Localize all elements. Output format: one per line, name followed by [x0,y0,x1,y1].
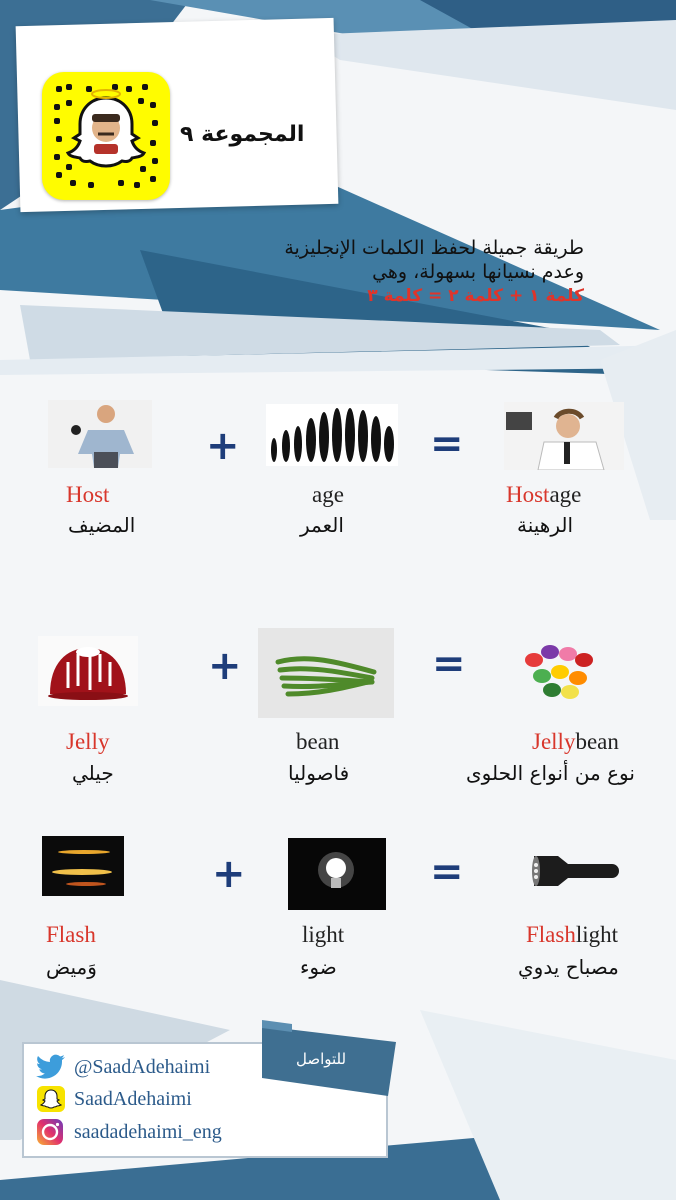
intro-line-1: طريقة جميلة لحفظ الكلمات الإنجليزية [284,237,584,259]
row3-word1-en: Flash [46,922,96,947]
hostage-image [504,402,624,470]
group-label: المجموعة ٩ [180,122,305,147]
row2-word2-ar: فاصوليا [288,761,350,785]
row2-word3-en: Jellybean [532,729,619,754]
twitter-handle: @SaadAdehaimi [74,1055,211,1078]
row1-word1-en: Host [66,482,110,507]
snapchat-icon [36,1086,66,1112]
snapchat-link[interactable] [36,1086,192,1112]
intro-formula: كلمة ١ + كلمة ٢ = كلمة ٣ [367,286,584,306]
age-evolution-image [266,404,398,466]
contact-label: للتواصل [296,1050,347,1068]
jelly-image [38,636,138,706]
green-beans-image [258,628,394,718]
instagram-icon [36,1118,66,1146]
lightbulb-icon [288,838,386,910]
row1-word3-ar: الرهينة [517,513,574,537]
row3-word3-ar: مصباح يدوي [518,955,619,979]
row2-word1-en: Jelly [66,729,110,754]
instagram-handle: saadadehaimi_eng [74,1120,222,1143]
equals-sign: = [430,849,464,895]
twitter-icon [36,1054,66,1080]
intro-line-2: وعدم نسيانها بسهولة، وهي [372,261,584,283]
equals-sign: = [432,641,466,687]
row2-word3-ar: نوع من أنواع الحلوى [466,761,635,785]
twitter-link[interactable] [36,1054,210,1080]
flash-image [42,836,124,896]
snapchat-handle: SaadAdehaimi [74,1087,192,1110]
row2-word1-ar: جيلي [72,761,114,785]
plus-sign: + [212,851,246,897]
row3-word2-ar: ضوء [300,955,337,979]
plus-sign: + [206,423,240,469]
row1-word2-ar: العمر [300,513,344,537]
instagram-link[interactable] [36,1118,222,1146]
jellybeans-image [518,638,600,702]
row1-word3-en: Hostage [506,482,582,507]
row3-word1-ar: وَميض [46,955,97,979]
row3-word3-en: Flashlight [526,922,619,947]
flashlight-icon [530,848,622,894]
equals-sign: = [430,421,464,467]
snapcode[interactable] [42,72,170,200]
plus-sign: + [208,643,242,689]
snapcode-ghost-icon [42,72,170,200]
intro-text [284,236,584,308]
row1-word2-en: age [312,482,344,507]
row2-word2-en: bean [296,729,340,754]
row3-word2-en: light [302,922,345,947]
row1-word1-ar: المضيف [68,513,136,537]
host-image [48,400,152,468]
